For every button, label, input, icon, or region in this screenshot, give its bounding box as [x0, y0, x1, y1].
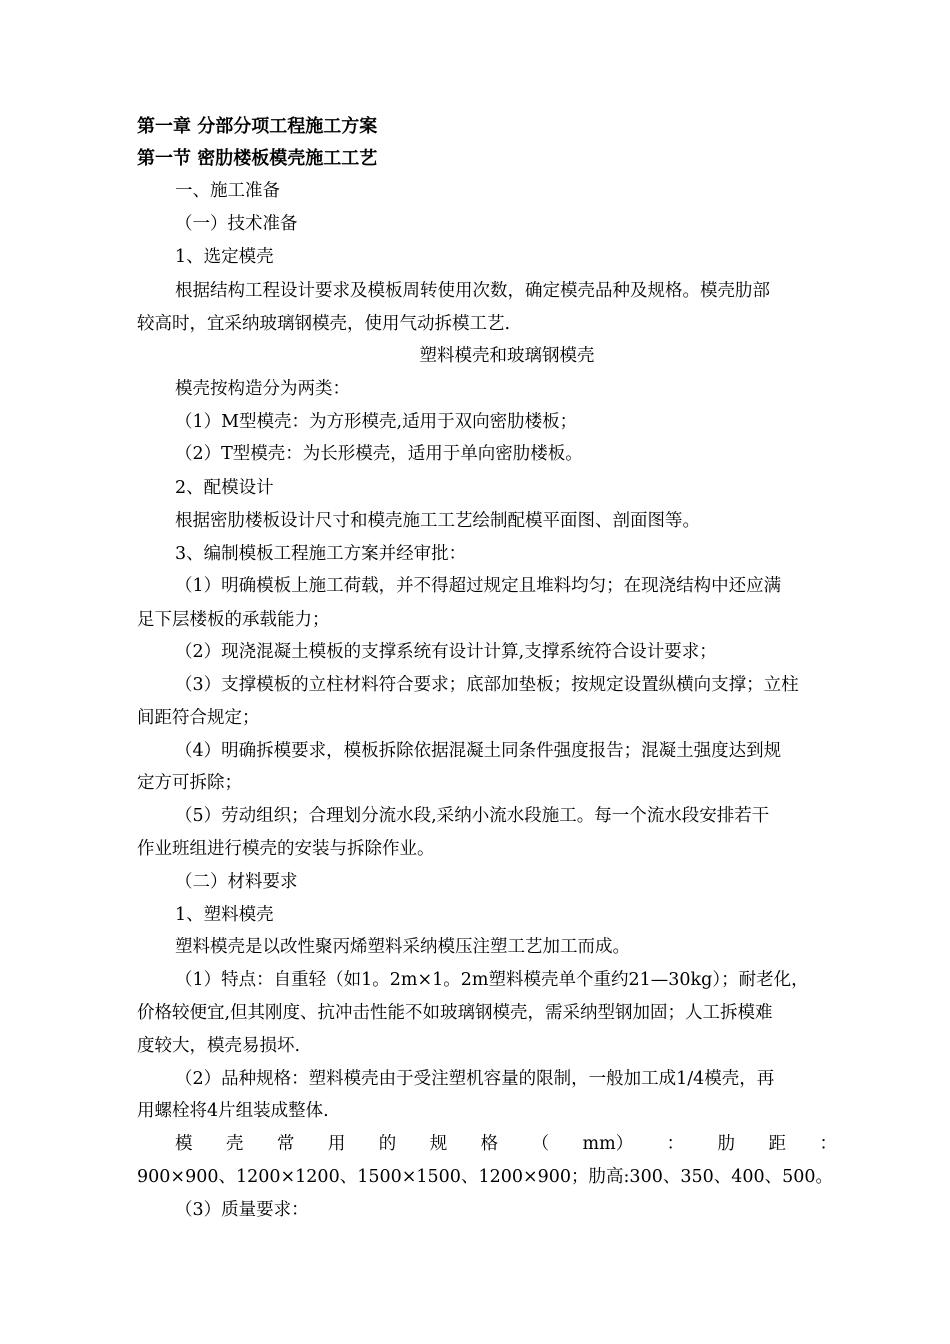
list-item: （1）明确模板上施工荷载，并不得超过规定且堆料均匀；在现浇结构中还应满 — [175, 576, 782, 596]
paragraph-line: 较高时，宜采纳玻璃钢模壳，使用气动拆模工艺. — [137, 314, 511, 334]
spaced-token: （ — [531, 1134, 550, 1154]
spaced-token: ： — [666, 1134, 685, 1154]
heading-level2: （二）材料要求 — [175, 872, 298, 892]
list-item: （3）质量要求： — [175, 1200, 309, 1220]
paragraph-line: 根据密肋楼板设计尺寸和模壳施工工艺绘制配模平面图、剖面图等。 — [175, 511, 700, 531]
spaced-token: 壳 — [225, 1134, 244, 1154]
list-item: （2）品种规格：塑料模壳由于受注塑机容量的限制，一般加工成1/4模壳，再 — [175, 1069, 775, 1089]
list-item-continuation: 间距符合规定； — [137, 708, 260, 728]
spaced-token: 肋 — [717, 1134, 736, 1154]
spec-values-line: 900×900、1200×1200、1500×1500、1200×900；肋高:300、350、400、500。 — [137, 1167, 834, 1187]
list-item: （3）支撑模板的立柱材料符合要求；底部加垫板；按规定设置纵横向支撑；立柱 — [175, 675, 799, 695]
figure-caption: 塑料模壳和玻璃钢模壳 — [419, 346, 595, 366]
heading-level3: 1、选定模壳 — [175, 247, 274, 267]
heading-level2: （一）技术准备 — [175, 214, 298, 234]
spaced-token: 的 — [378, 1134, 397, 1154]
list-item: （2）现浇混凝土模板的支撑系统有设计计算,支撑系统符合设计要求； — [175, 642, 717, 662]
heading-level3: 1、塑料模壳 — [175, 905, 274, 925]
spaced-token: 距 — [768, 1134, 787, 1154]
spaced-spec-line — [175, 1133, 837, 1155]
list-item-continuation: 定方可拆除； — [137, 773, 242, 793]
spaced-token: 规 — [429, 1134, 448, 1154]
paragraph-line: 塑料模壳是以改性聚丙烯塑料采纳模压注塑工艺加工而成。 — [175, 937, 630, 957]
list-item: （5）劳动组织；合理划分流水段,采纳小流水段施工。每一个流水段安排若干 — [175, 806, 770, 826]
spaced-token: 常 — [276, 1134, 295, 1154]
list-item-continuation: 作业班组进行模壳的安装与拆除作业。 — [137, 839, 435, 859]
list-item-continuation: 用螺栓将4片组装成整体. — [137, 1101, 329, 1121]
list-item: （4）明确拆模要求，模板拆除依据混凝土同条件强度报告；混凝土强度达到规 — [175, 741, 782, 761]
spaced-token: mm） — [582, 1134, 634, 1154]
list-item: （1）M型模壳：为方形模壳,适用于双向密肋楼板； — [175, 412, 578, 432]
list-item: （2）T型模壳：为长形模壳，适用于单向密肋楼板。 — [175, 444, 583, 464]
list-item-continuation: 度较大，模壳易损坏. — [137, 1036, 301, 1056]
paragraph-line: 根据结构工程设计要求及模板周转使用次数，确定模壳品种及规格。模壳肋部 — [175, 281, 770, 301]
list-item: （1）特点：自重轻（如1。2m×1。2m塑料模壳单个重约21—30kg）；耐老化， — [175, 970, 809, 990]
section-title: 第一节 密肋楼板模壳施工工艺 — [137, 148, 378, 169]
chapter-title: 第一章 分部分项工程施工方案 — [137, 116, 378, 137]
spaced-token: 模 — [175, 1134, 193, 1154]
spaced-token: ： — [819, 1134, 837, 1154]
spaced-token: 用 — [327, 1134, 346, 1154]
list-item-continuation: 足下层楼板的承载能力； — [137, 610, 330, 630]
heading-level3: 2、配模设计 — [175, 478, 274, 498]
heading-level1: 一、施工准备 — [175, 181, 280, 201]
spaced-token: 格 — [480, 1134, 499, 1154]
list-item-continuation: 价格较便宜,但其刚度、抗冲击性能不如玻璃钢模壳，需采纳型钢加固；人工拆模难 — [137, 1003, 773, 1023]
heading-level3: 3、编制模板工程施工方案并经审批： — [175, 544, 467, 564]
paragraph-line: 模壳按构造分为两类： — [175, 379, 350, 399]
